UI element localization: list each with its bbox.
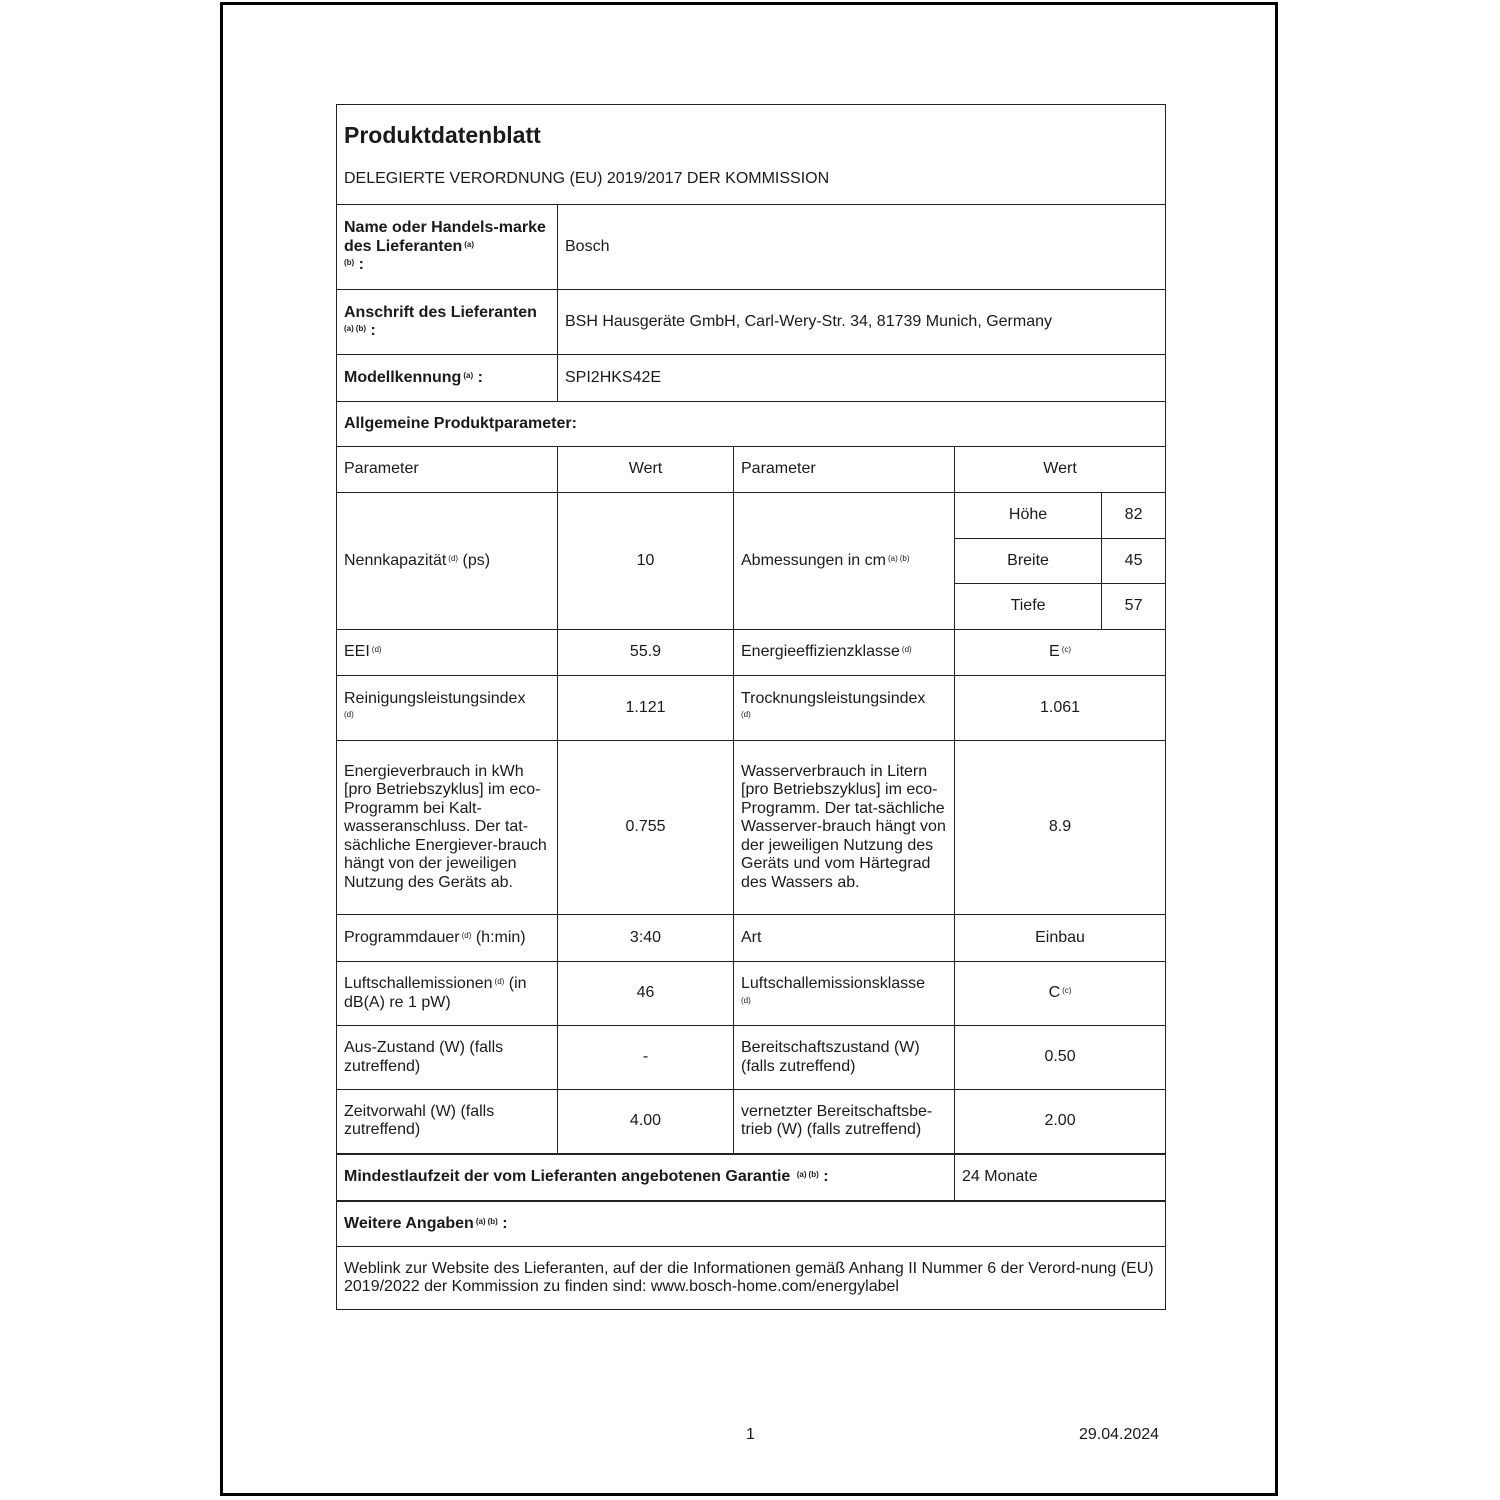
dimensions-cell: [955, 493, 1166, 630]
product-data-sheet: [336, 104, 1166, 1310]
duration-label: Programmdauer $^{(d)}$ (h:min): [337, 915, 558, 962]
noise-row: [337, 962, 1166, 1026]
duration-row: [337, 915, 1166, 962]
supplier-name-label: Name oder Handels-marke des Lieferanten $^{(a)}$ $^{(b)}$ :: [337, 205, 558, 290]
further-text-row: [337, 1247, 1166, 1310]
width-value: 45: [1102, 538, 1165, 583]
network-standby-value: 2.00: [955, 1090, 1166, 1154]
depth-label: Tiefe: [955, 584, 1102, 629]
regulation-subtitle: DELEGIERTE VERORDNUNG (EU) 2019/2017 DER KOMMISSION: [344, 169, 830, 187]
noise-class-value: C $^{(c)}$: [955, 962, 1166, 1026]
document-date: 29.04.2024: [1079, 1426, 1160, 1443]
supplier-address-value: BSH Hausgeräte GmbH, Carl-Wery-Str. 34, 81739 Munich, Germany: [558, 290, 1166, 355]
model-row: [337, 355, 1166, 402]
noise-class-label: Luftschallemissionsklasse $^{(d)}$: [734, 962, 955, 1026]
eei-row: [337, 630, 1166, 676]
delay-start-label: Zeitvorwahl (W) (falls zutreffend): [337, 1090, 558, 1154]
eei-label: EEI $^{(d)}$: [337, 630, 558, 676]
model-label: Modellkennung $^{(a)}$ :: [337, 355, 558, 402]
delay-start-value: 4.00: [558, 1090, 734, 1154]
col-parameter-2: Parameter: [734, 447, 955, 493]
consumption-row: [337, 741, 1166, 915]
depth-value: 57: [1102, 584, 1165, 629]
further-heading: Weitere Angaben $^{(a)}$ $^{(b)}$ :: [337, 1201, 1166, 1247]
general-heading-row: [337, 402, 1166, 447]
height-row: [955, 493, 1165, 538]
type-value: Einbau: [955, 915, 1166, 962]
supplier-name-row: [337, 205, 1166, 290]
width-row: [955, 538, 1165, 583]
drying-label: Trocknungsleistungsindex $^{(d)}$: [734, 676, 955, 741]
further-text: Weblink zur Website des Lieferanten, auf der die Informationen gemäß Anhang II Nummer 6 der Verord-nung (EU) 2019/2022 der Kommission zu finden sind: www.bosch-home.com/energylabel: [337, 1247, 1166, 1310]
off-mode-value: -: [558, 1026, 734, 1090]
page-number: 1: [746, 1426, 755, 1443]
water-consumption-label: Wasserverbrauch in Litern [pro Betriebszyklus] im eco-Programm. Der tat-sächliche Wasserver-brauch hängt von der jeweiligen Nutzung des Geräts und vom Härtegrad des Wassers ab.: [734, 741, 955, 915]
sheet-title: Produktdatenblatt: [344, 121, 541, 148]
supplier-address-row: [337, 290, 1166, 355]
capacity-label: Nennkapazität $^{(d)}$ (ps): [337, 493, 558, 630]
supplier-address-label: Anschrift des Lieferanten $^{(a)}$ $^{(b)}$ :: [337, 290, 558, 355]
col-value-1: Wert: [558, 447, 734, 493]
height-value: 82: [1102, 493, 1165, 538]
col-value-2: Wert: [955, 447, 1166, 493]
height-label: Höhe: [1008, 506, 1048, 524]
warranty-row: [337, 1154, 1166, 1201]
network-standby-label: vernetzter Bereitschaftsbe-trieb (W) (falls zutreffend): [734, 1090, 955, 1154]
standby-label: Bereitschaftszustand (W) (falls zutreffend): [734, 1026, 955, 1090]
energy-class-label: Energieeffizienzklasse $^{(d)}$: [734, 630, 955, 676]
delay-row: [337, 1090, 1166, 1154]
width-label: Breite: [955, 538, 1102, 583]
duration-value: 3:40: [558, 915, 734, 962]
water-consumption-value: 8.9: [955, 741, 1166, 915]
energy-consumption-label: Energieverbrauch in kWh [pro Betriebszyklus] im eco-Programm bei Kalt-wasseranschluss. Der tat-sächliche Energiever-brauch hängt von der jeweiligen Nutzung des Geräts ab.: [337, 741, 558, 915]
type-label: Art: [734, 915, 955, 962]
standby-value: 0.50: [955, 1026, 1166, 1090]
warranty-value: 24 Monate: [955, 1154, 1166, 1201]
further-heading-row: [337, 1201, 1166, 1247]
supplier-name-value: Bosch: [558, 205, 1166, 290]
column-header-row: [337, 447, 1166, 493]
eei-value: 55.9: [558, 630, 734, 676]
header-row: [337, 105, 1166, 205]
energy-consumption-value: 0.755: [558, 741, 734, 915]
general-heading: Allgemeine Produktparameter:: [337, 402, 1166, 447]
off-mode-label: Aus-Zustand (W) (falls zutreffend): [337, 1026, 558, 1090]
model-value: SPI2HKS42E: [558, 355, 1166, 402]
col-parameter-1: Parameter: [337, 447, 558, 493]
standby-row: [337, 1026, 1166, 1090]
capacity-value: 10: [558, 493, 734, 630]
capacity-dimensions-row: [337, 493, 1166, 630]
cleaning-label: Reinigungsleistungsindex $^{(d)}$: [337, 676, 558, 741]
header-cell: [337, 105, 1166, 205]
warranty-label: Mindestlaufzeit der vom Lieferanten angebotenen Garantie $^{(a)}$ $^{(b)}$ :: [337, 1154, 955, 1201]
drying-value: 1.061: [955, 676, 1166, 741]
performance-row: [337, 676, 1166, 741]
noise-value: 46: [558, 962, 734, 1026]
cleaning-value: 1.121: [558, 676, 734, 741]
energy-class-value: E $^{(c)}$: [955, 630, 1166, 676]
noise-label: Luftschallemissionen $^{(d)}$ (in dB(A) re 1 pW): [337, 962, 558, 1026]
depth-row: [955, 584, 1165, 629]
dimensions-label: Abmessungen in cm $^{(a)}$ $^{(b)}$: [734, 493, 955, 630]
dimensions-table: [955, 493, 1165, 629]
